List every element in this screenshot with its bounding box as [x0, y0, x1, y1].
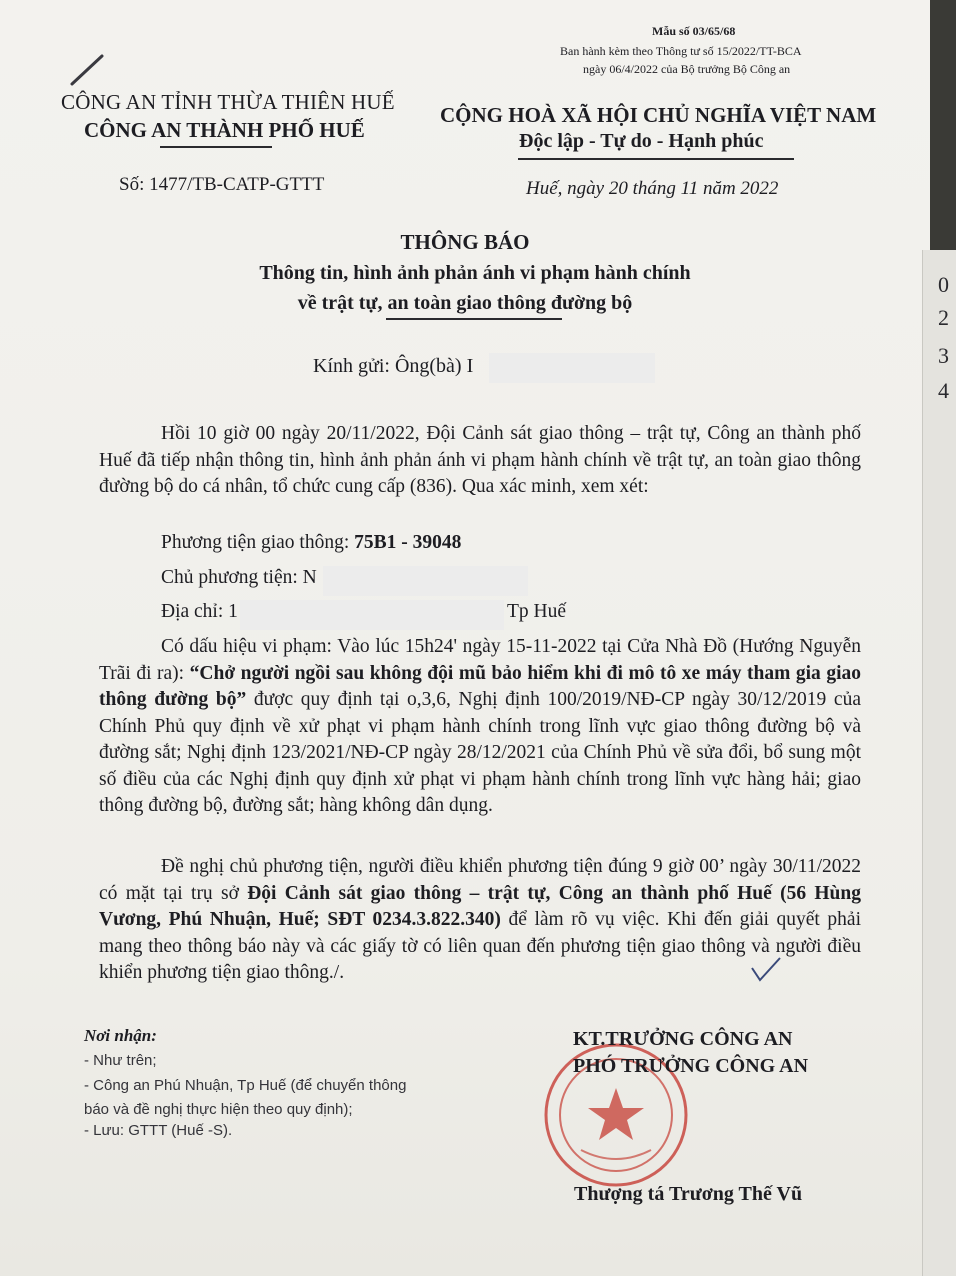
signature-title-1: KT.TRƯỞNG CÔNG AN [573, 1028, 793, 1050]
place-date: Huế, ngày 20 tháng 11 năm 2022 [526, 178, 779, 199]
recipient-line: - Lưu: GTTT (Huế -S). [84, 1122, 233, 1139]
owner-field: Chủ phương tiện: N [161, 567, 317, 588]
recipient-line: - Công an Phú Nhuận, Tp Huế (để chuyển thông [84, 1077, 407, 1094]
form-number: Mẫu số 03/65/68 [652, 24, 736, 38]
recipient-line: báo và đề nghị thực hiện theo quy định); [84, 1101, 353, 1118]
edge-digit: 4 [938, 378, 949, 403]
request-intro: Đề nghị chủ phương tiện, người điều khiển phương tiện đúng 9 giờ 00’ ngày 30/11/2022 có mặt tại trụ sở [99, 856, 861, 904]
violation-legal-basis: được quy định tại o,3,6, Nghị định 100/2019/NĐ-CP ngày 30/12/2019 của Chính Phủ quy định về xử phạt vi phạm hành chính trong lĩnh vực giao thông đường bộ và đường sắt; Nghị định 123/2021/NĐ-CP ngày 28/12/2021 của Chính Phủ về sửa đổi, bổ sung một số điều của các Nghị định quy định xử phạt vi phạm hành chính trong lĩnh vực hàng hải; giao thông đường bộ, đường sắt; hàng không dân dụng. [99, 689, 861, 816]
request-office: Đội Cảnh sát giao thông – trật tự, Công an thành phố Huế (56 Hùng Vương, Phú Nhuận, Huế; SĐT 0234.3.822.340) [99, 882, 861, 930]
violation-description: “Chở người ngồi sau không đội mũ bảo hiểm khi đi mô tô xe máy tham gia giao thông đường bộ” [99, 662, 862, 710]
recipients-title: Nơi nhận: [84, 1026, 157, 1045]
document-title: THÔNG BÁO [400, 230, 530, 254]
document-subtitle-2: về trật tự, an toàn giao thông đường bộ [297, 292, 633, 314]
issued-by-line1: Ban hành kèm theo Thông tư số 15/2022/TT-BCA [560, 44, 802, 58]
document-number: Số: 1477/TB-CATP-GTTT [119, 174, 325, 195]
issued-by-line2: ngày 06/4/2022 của Bộ trưởng Bộ Công an [583, 62, 791, 76]
violation-intro: Có dấu hiệu vi phạm: Vào lúc 15h24' ngày 15-11-2022 tại Cửa Nhà Đồ (Hướng Nguyễn Trãi đi ra): [99, 636, 861, 684]
edge-digit: 3 [938, 343, 949, 368]
vehicle-plate: 75B1 - 39048 [354, 532, 462, 553]
nation-motto: Độc lập - Tự do - Hạnh phúc [519, 130, 764, 152]
signer-name: Thượng tá Trương Thế Vũ [574, 1183, 803, 1205]
edge-digit: 2 [938, 305, 949, 330]
edge-digit: 0 [938, 272, 949, 297]
document-subtitle-1: Thông tin, hình ảnh phản ánh vi phạm hành chính [259, 262, 691, 284]
recipient-line: - Như trên; [84, 1052, 157, 1069]
vehicle-label: Phương tiện giao thông: [161, 532, 355, 553]
address-field: Địa chỉ: 1 [161, 601, 238, 622]
org-unit: CÔNG AN THÀNH PHỐ HUẾ [84, 118, 365, 142]
paragraph-intro: Hồi 10 giờ 00 ngày 20/11/2022, Đội Cảnh sát giao thông – trật tự, Công an thành phố Huế đã tiếp nhận thông tin, hình ảnh phản ánh vi phạm hành chính về trật tự, an toàn giao thông đường bộ do cá nhân, tổ chức cung cấp (836). Qua xác minh, xem xét: [99, 423, 861, 497]
addressee: Kính gửi: Ông(bà) I [313, 355, 474, 377]
request-instructions: để làm rõ vụ việc. Khi đến giải quyết phải mang theo thông báo này và các giấy tờ có liên quan đến phương tiện giao thông và người điều khiển phương tiện giao thông./. [99, 909, 861, 983]
org-parent: CÔNG AN TỈNH THỪA THIÊN HUẾ [61, 90, 395, 114]
address-tail: Tp Huế [507, 601, 567, 622]
nation-heading: CỘNG HOÀ XÃ HỘI CHỦ NGHĨA VIỆT NAM [440, 103, 877, 127]
signature-title-2: PHÓ TRƯỞNG CÔNG AN [573, 1055, 809, 1077]
